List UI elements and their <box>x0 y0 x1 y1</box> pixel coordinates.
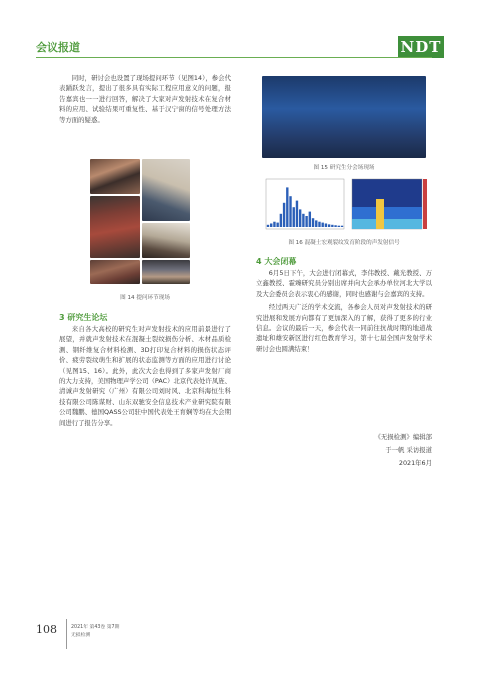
intro-paragraph <box>59 73 231 125</box>
fig15-photo <box>262 76 426 158</box>
signature-date: 2021年6月 <box>398 459 432 467</box>
fig16-chart <box>260 177 428 233</box>
section3-title: 3 研究生论坛 <box>59 313 108 322</box>
section4-paragraphs <box>256 268 432 354</box>
spectrogram-band-base <box>352 219 422 229</box>
section4-title: 4 大会闭幕 <box>256 257 297 266</box>
page-number: 108 <box>36 623 57 636</box>
journal-name: 无损检测 <box>71 633 91 638</box>
fig14-photo-5 <box>90 260 140 284</box>
section3-paragraph <box>59 324 231 428</box>
section-header: 会议报道 <box>36 41 80 54</box>
fig14-photo-4 <box>142 223 190 258</box>
waveform-frame <box>266 179 344 229</box>
intro-text: 同时，研讨会也设置了现场提问环节（见图14），参会代表踊跃发言，提出了很多具有实际工程应用意义的问题，报告嘉宾也一一进行回答，解决了大家对声发射技术在复合材料的应用、试验结果可重复性、基于汉宁窗的信号处理方法等方面的疑惑。 <box>59 74 231 124</box>
signature-editor: 《无损检测》编辑部 <box>374 433 432 441</box>
fig14-photo-2 <box>142 159 190 221</box>
fig15-caption: 图 15 研究生分会场现场 <box>313 165 375 171</box>
signature-reporter: 于一帆 采访报道 <box>385 446 432 454</box>
footer-divider <box>66 619 67 649</box>
journal-issue: 2021年 第43卷 第7期 <box>71 625 120 630</box>
fig14-caption: 图 14 提问环节现场 <box>120 295 170 301</box>
fig14-photo-6 <box>142 260 190 284</box>
spectrogram-colorbar <box>423 179 427 229</box>
signature-block <box>300 431 432 470</box>
fig14-photo-1 <box>90 159 140 194</box>
header-divider <box>36 57 432 58</box>
section3-text: 来自各大高校的研究生对声发射技术的应用前景进行了展望，并就声发射技术在混凝土裂纹损伤分析、木材品质检测、钢纤维复合材料检测、3D打印复合材料的损伤状态评价、疲劳裂纹萌生和扩展的状态监测等方面的应用进行讨论（见图15、16）。此外，此次大会也得到了多家声发射厂商的大力支持，美国物理声学公司（PAC）北京代表处许凤旌、清诚声发射研究（广州）有限公司刘时风、北京科海恒生科技有限公司陈谋财、山东双驰安全信息技术产业研究院有限公司魏鹏、德国QASS公司驻中国代表处王育娴等均在大会期间进行了报告分享。 <box>59 325 231 427</box>
section4-text-1: 6月5日下午，大会进行闭幕式，李伟教授、戴光教授、万立鑫教授、霍臻研究员分别出席并向大会承办单位河北大学以及大会委员会表示衷心的感谢，同时也感谢与会嘉宾的支持。 <box>256 269 432 298</box>
fig16-caption: 图 16 混凝土宏观裂纹发育阶段的声发射信号 <box>288 240 400 246</box>
journal-logo: NDT <box>398 36 444 58</box>
journal-info <box>71 624 119 640</box>
fig14-photo-3 <box>90 196 140 258</box>
section4-text-2: 经过两天广泛的学术交流，各参会人员对声发射技术的研究进展和发展方向都有了更加深入的了解，获得了更多的行业信息。会议的最后一天，参会代表一同前往抗战时期的地道战遗址和雄安新区进行红色教育学习，第十七届全国声发射学术研讨会也圆满结束！ <box>256 303 432 353</box>
spectrogram-peak <box>376 199 384 229</box>
